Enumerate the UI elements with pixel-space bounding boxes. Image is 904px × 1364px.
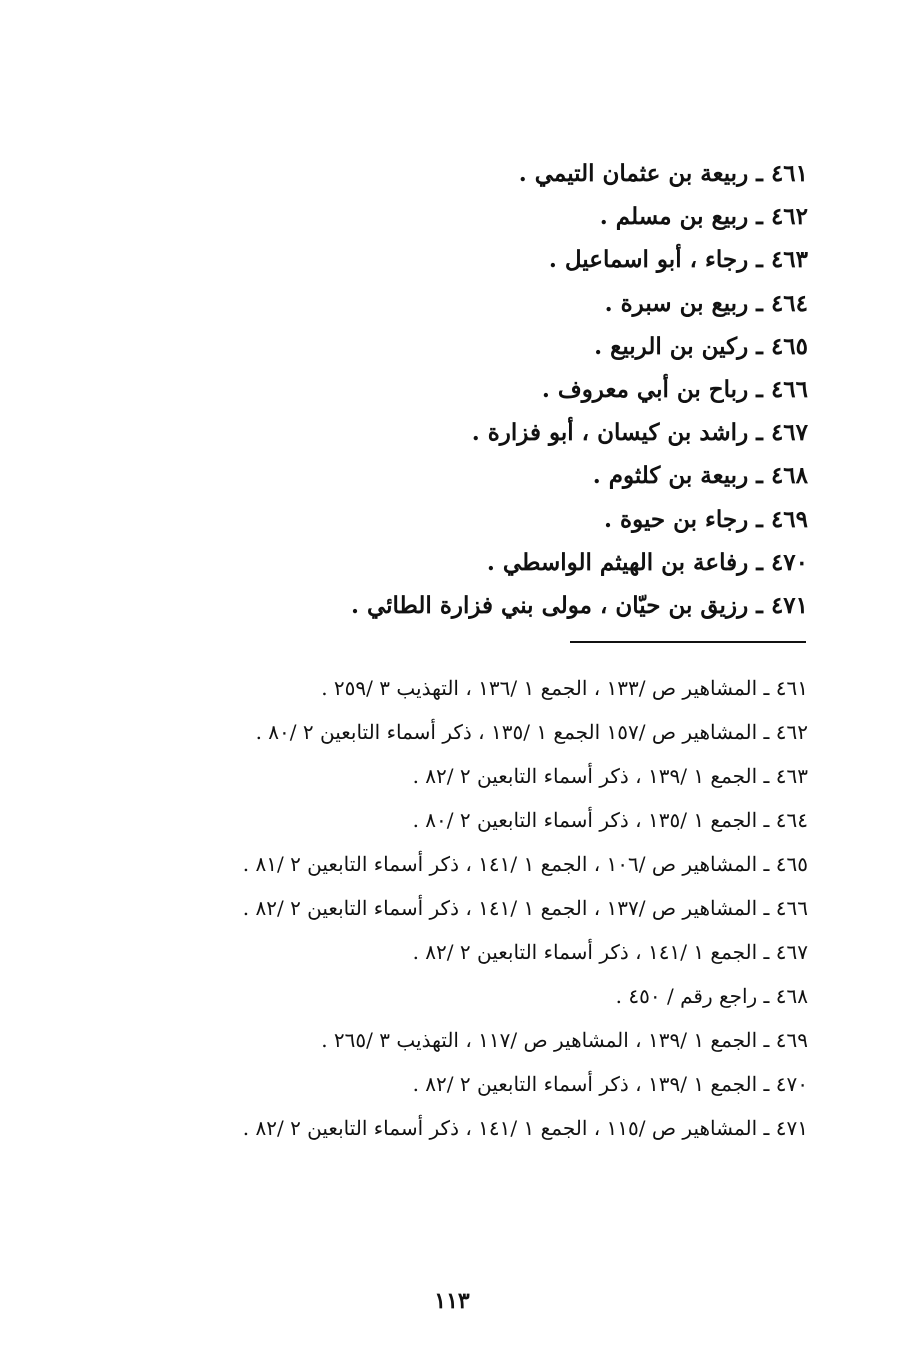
footnote-462: ٤٦٢ ـ المشاهير ص /١٥٧ الجمع ١ /١٣٥ ، ذكر أسماء التابعين ٢ /٨٠ . xyxy=(255,720,808,744)
entry-465: ٤٦٥ ـ ركين بن الربيع . xyxy=(594,332,808,360)
footnote-466: ٤٦٦ ـ المشاهير ص /١٣٧ ، الجمع ١ /١٤١ ، ذكر أسماء التابعين ٢ /٨٢ . xyxy=(242,896,808,920)
footnote-divider xyxy=(570,641,806,643)
footnote-list xyxy=(124,666,808,1150)
entry-470: ٤٧٠ ـ رفاعة بن الهيثم الواسطي . xyxy=(486,548,808,576)
entry-464: ٤٦٤ ـ ربيع بن سبرة . xyxy=(604,289,808,317)
footnote-471: ٤٧١ ـ المشاهير ص /١١٥ ، الجمع ١ /١٤١ ، ذكر أسماء التابعين ٢ /٨٢ . xyxy=(242,1116,808,1140)
entry-468: ٤٦٨ ـ ربيعة بن كلثوم . xyxy=(592,462,808,490)
footnote-469: ٤٦٩ ـ الجمع ١ /١٣٩ ، المشاهير ص /١١٧ ، التهذيب ٣ /٢٦٥ . xyxy=(321,1028,808,1052)
footnote-467: ٤٦٧ ـ الجمع ١ /١٤١ ، ذكر أسماء التابعين ٢ /٨٢ . xyxy=(412,940,808,964)
entry-469: ٤٦٩ ـ رجاء بن حيوة . xyxy=(604,505,808,533)
entry-461: ٤٦١ ـ ربيعة بن عثمان التيمي . xyxy=(518,160,808,187)
footnote-461: ٤٦١ ـ المشاهير ص /١٣٣ ، الجمع ١ /١٣٦ ، التهذيب ٣ /٢٥٩ . xyxy=(321,676,808,700)
entry-463: ٤٦٣ ـ رجاء ، أبو اسماعيل . xyxy=(548,246,808,274)
footnote-465: ٤٦٥ ـ المشاهير ص /١٠٦ ، الجمع ١ /١٤١ ، ذكر أسماء التابعين ٢ /٨١ . xyxy=(242,852,808,876)
footnote-470: ٤٧٠ ـ الجمع ١ /١٣٩ ، ذكر أسماء التابعين ٢ /٨٢ . xyxy=(412,1072,808,1096)
footnote-464: ٤٦٤ ـ الجمع ١ /١٣٥ ، ذكر أسماء التابعين ٢ /٨٠ . xyxy=(412,808,808,832)
entry-466: ٤٦٦ ـ رباح بن أبي معروف . xyxy=(541,375,808,403)
footnote-468: ٤٦٨ ـ راجع رقم / ٤٥٠ . xyxy=(615,984,808,1008)
page-number: ١١٣ xyxy=(434,1288,470,1314)
entry-list xyxy=(288,152,808,627)
footnote-463: ٤٦٣ ـ الجمع ١ /١٣٩ ، ذكر أسماء التابعين ٢ /٨٢ . xyxy=(412,764,808,788)
entry-471: ٤٧١ ـ رزيق بن حيّان ، مولى بني فزارة الطائي . xyxy=(350,591,808,619)
entry-467: ٤٦٧ ـ راشد بن كيسان ، أبو فزارة . xyxy=(471,419,808,447)
entry-462: ٤٦٢ ـ ربيع بن مسلم . xyxy=(599,203,808,231)
